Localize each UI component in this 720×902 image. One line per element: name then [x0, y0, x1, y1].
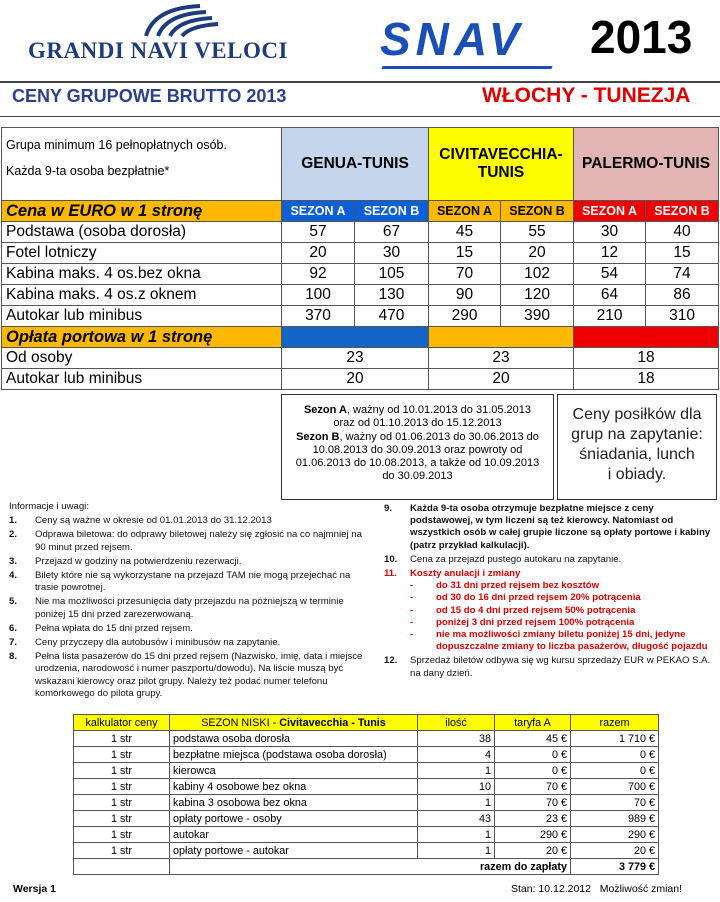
table-row: 1 str opłaty portowe - osoby 43 23 € 989 €: [74, 811, 659, 827]
note-item: 10. Cena za przejazd pustego autokaru na zapytanie.: [384, 553, 622, 565]
fare-label: Kabina maks. 4 os.bez okna: [2, 264, 282, 285]
port-row: [2, 369, 719, 390]
table-row: 1 str kierowca 1 0 € 0 €: [74, 763, 659, 779]
fare-value: 100: [282, 285, 355, 306]
season-label: SEZON B: [355, 201, 429, 222]
gnv-logo-text: GRANDI NAVI VELOCI: [28, 38, 288, 63]
price-table: [1, 127, 719, 390]
season-b-text: 01.06.2013 do 10.08.2013, a także od 10.09.2013: [295, 457, 540, 470]
fare-value: 290: [429, 306, 501, 327]
table-row: 1 str kabina 3 osobowa bez okna 1 70 € 70 €: [74, 795, 659, 811]
fare-value: 120: [501, 285, 574, 306]
season-a-text: , ważny od 10.01.2013 do 31.05.2013: [346, 404, 532, 416]
fare-label: Fotel lotniczy: [2, 243, 282, 264]
season-definitions-box: [281, 394, 554, 500]
season-row: [2, 201, 719, 222]
port-row: [2, 348, 719, 369]
fare-value: 12: [574, 243, 646, 264]
fare-header: Cena w EURO w 1 stronę: [2, 201, 282, 222]
fare-value: 45: [429, 222, 501, 243]
destination-genua: GENUA-TUNIS: [282, 128, 429, 201]
season-label: SEZON B: [646, 201, 719, 222]
fare-value: 55: [501, 222, 574, 243]
destination-row: [2, 128, 719, 201]
port-value: 23: [282, 348, 429, 369]
gnv-logo-icon: [140, 2, 220, 38]
fare-value: 102: [501, 264, 574, 285]
fare-value: 130: [355, 285, 429, 306]
fare-value: 470: [355, 306, 429, 327]
season-label: SEZON B: [501, 201, 574, 222]
notes-right: [384, 503, 714, 682]
destination-civitavecchia: CIVITAVECCHIA-TUNIS: [429, 128, 574, 201]
season-label: SEZON A: [429, 201, 501, 222]
fare-label: Podstawa (osoba dorosła): [2, 222, 282, 243]
season-label: SEZON A: [574, 201, 646, 222]
fare-value: 105: [355, 264, 429, 285]
year-label: 2013: [590, 11, 693, 63]
fare-value: 86: [646, 285, 719, 306]
notes-heading: Informacje i uwagi:: [9, 501, 89, 512]
snav-logo-underline: [381, 66, 552, 69]
fare-value: 92: [282, 264, 355, 285]
page-title: CENY GRUPOWE BRUTTO 2013: [12, 86, 287, 106]
calc-header: SEZON NISKI - Civitavecchia - Tunis: [170, 715, 418, 731]
port-value: 18: [574, 369, 719, 390]
season-b-text: , ważny od 01.06.2013 do 30.06.2013 do: [339, 430, 539, 443]
group-info-line1: Grupa minimum 16 pełnopłatnych osób.: [6, 138, 227, 152]
table-row: 1 str autokar 1 290 € 290 €: [74, 827, 659, 843]
meals-line: grup na zapytanie:: [571, 426, 703, 443]
table-row: 1 str kabiny 4 osobowe bez okna 10 70 € 700 €: [74, 779, 659, 795]
fare-value: 15: [429, 243, 501, 264]
color-band: [282, 327, 429, 348]
fare-value: 74: [646, 264, 719, 285]
fare-row: [2, 306, 719, 327]
meals-info-box: [557, 394, 717, 500]
group-info-line2: Każda 9-ta osoba bezpłatnie*: [6, 164, 170, 178]
season-a-text: oraz od 01.10.2013 do 15.12.2013: [333, 417, 502, 430]
season-b-text: 10.08.2013 do 30.09.2013 oraz powroty od: [312, 443, 523, 456]
fare-value: 54: [574, 264, 646, 285]
snav-logo: SNAV: [380, 13, 525, 65]
port-value: 20: [282, 369, 429, 390]
note-item: 9. Każda 9-ta osoba otrzymuje bezpłatne miejsce z ceny podstawowej, w tym liczeni są też kierowcy. Natomiast od wszystkich osób w całej grupie liczone są opłaty portowe i kabiny (patrz przykład kalkulacji).: [384, 503, 711, 551]
meals-line: i obiady.: [607, 466, 667, 483]
destination-palermo: PALERMO-TUNIS: [574, 128, 719, 201]
season-b-text: do 30.09.2013: [382, 470, 453, 483]
color-band: [574, 327, 719, 348]
fare-row: [2, 264, 719, 285]
port-header-row: [2, 327, 719, 348]
route-title: WŁOCHY - TUNEZJA: [482, 84, 691, 107]
note-item: 12. Sprzedaż biletów odbywa się wg kursu sprzedaży EUR w PEKAO S.A. na dany dzień.: [384, 655, 711, 679]
meals-line: Ceny posiłków dla: [572, 406, 702, 423]
port-value: 20: [429, 369, 574, 390]
group-info: [2, 128, 282, 201]
fare-value: 20: [501, 243, 574, 264]
fare-value: 30: [574, 222, 646, 243]
note-item: 3. Przejazd w godziny na potwierdzeniu rezerwacji.: [9, 555, 242, 567]
notes-left: [9, 501, 367, 702]
port-value: 23: [429, 348, 574, 369]
calc-header: kalkulator ceny: [74, 715, 170, 731]
status-footer: Stan: 10.12.2012 Możliwość zmian!: [511, 883, 683, 895]
table-row: 1 str opłaty portowe - autokar 1 20 € 20 €: [74, 843, 659, 859]
note-item: 7. Ceny przyczepy dla autobusów i minibusów na zapytanie.: [9, 637, 281, 649]
note-item: 6. Pełna wpłata do 15 dni przed rejsem.: [9, 622, 193, 634]
note-item: 2. Odprawa biletowa: do odprawy biletowej należy się zgłosić na co najmniej na 90 minut przed rejsem.: [9, 529, 362, 553]
note-item: 4. Bilety które nie są wykorzystane na przejazd TAM nie mogą przejechać na trasie powrotnej.: [9, 570, 351, 594]
fare-value: 20: [282, 243, 355, 264]
sum-value: 3 779 €: [571, 859, 659, 875]
fare-row: [2, 222, 719, 243]
fare-row: [2, 243, 719, 264]
note-item: 8. Pełna lista pasażerów do 15 dni przed rejsem (Nazwisko, imię, data i miejsce urodzenia, narodowość i numer paszportu/dowodu). Na liście muszą być wskazani kierowcy oraz pilot grupy. Należy też podać numer telefonu komórkowego do pilota grupy.: [9, 651, 363, 699]
season-b-label: Sezon B: [296, 430, 340, 443]
fare-value: 57: [282, 222, 355, 243]
calc-header: razem: [571, 715, 659, 731]
season-a-label: Sezon A: [303, 404, 347, 416]
table-row: 1 str bezpłatne miejsca (podstawa osoba dorosła) 4 0 € 0 €: [74, 747, 659, 763]
meals-line: śniadania, lunch: [579, 446, 695, 463]
fare-value: 210: [574, 306, 646, 327]
port-value: 18: [574, 348, 719, 369]
fare-value: 70: [429, 264, 501, 285]
note-item: 11. Koszty anulacji i zmiany - do 31 dni przed rejsem bez kosztów - od 30 do 16 dni przed rejsem 20% potrącenia - od 15 do 4 dni przed rejsem 50% potrącenia - poniżej 3 dni przed rejsem 100% potrącenia - nie ma możliwości zmiany biletu poniżej 15 dni, jedyne dopuszczalne zmiany to liczba pasażerów, długość pojazdu: [384, 568, 708, 653]
fare-value: 40: [646, 222, 719, 243]
port-header: Opłata portowa w 1 stronę: [2, 327, 282, 348]
fare-label: Autokar lub minibus: [2, 306, 282, 327]
fare-value: 67: [355, 222, 429, 243]
calculator-sum-row: [74, 859, 659, 875]
fare-row: [2, 285, 719, 306]
calc-header: taryfa A: [495, 715, 571, 731]
note-item: 1. Ceny są ważne w okresie od 01.01.2013 do 31.12.2013: [9, 515, 272, 527]
fare-value: 370: [282, 306, 355, 327]
fare-label: Kabina maks. 4 os.z oknem: [2, 285, 282, 306]
note-item: 5. Nie ma możliwości przesunięcia daty przejazdu na późniejszą w terminie poniżej 15 dni przed zarezerwowaną.: [9, 596, 344, 620]
sum-label: razem do zapłaty: [170, 859, 571, 875]
port-label: Autokar lub minibus: [2, 369, 282, 390]
season-label: SEZON A: [282, 201, 355, 222]
calculator-header-row: [74, 715, 659, 731]
fare-value: 15: [646, 243, 719, 264]
fare-value: 310: [646, 306, 719, 327]
port-label: Od osoby: [2, 348, 282, 369]
color-band: [429, 327, 574, 348]
fare-value: 64: [574, 285, 646, 306]
version-label: Wersja 1: [13, 883, 56, 895]
table-row: 1 str podstawa osoba dorosła 38 45 € 1 710 €: [74, 731, 659, 747]
price-calculator-table: [73, 714, 659, 875]
fare-value: 390: [501, 306, 574, 327]
calc-header: ilość: [418, 715, 495, 731]
fare-value: 90: [429, 285, 501, 306]
fare-value: 30: [355, 243, 429, 264]
